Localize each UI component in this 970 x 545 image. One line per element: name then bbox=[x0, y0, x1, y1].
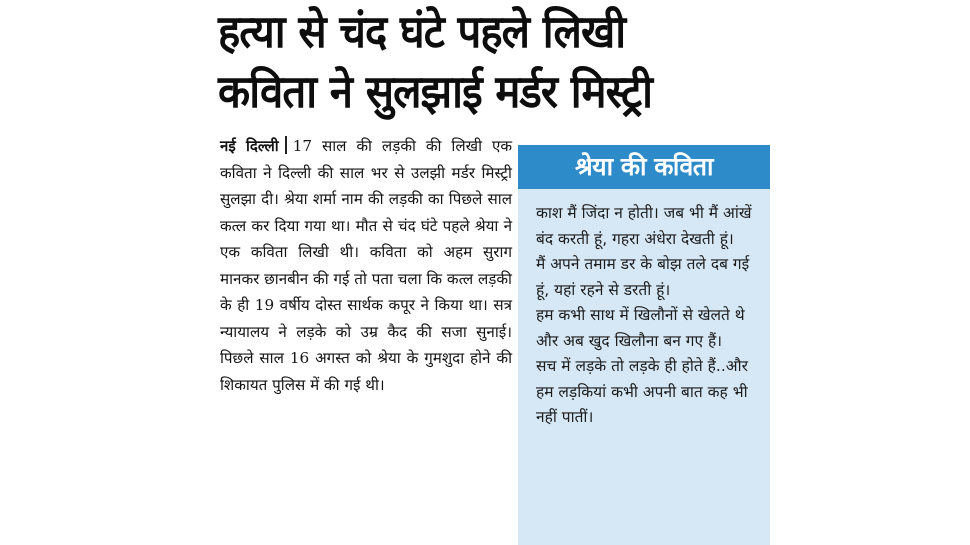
article-body bbox=[220, 133, 512, 398]
poem-text bbox=[518, 189, 770, 431]
poem-stanza-2: मैं अपने तमाम डर के बोझ तले दब गई हूं, यहां रहने से डरती हूं। bbox=[536, 255, 750, 299]
poem-stanza-4: सच में लड़के तो लड़के ही होते हैं..और हम लड़कियां कभी अपनी बात कह भी नहीं पातीं। bbox=[536, 357, 748, 426]
poem-sidebar bbox=[518, 145, 770, 545]
dateline: नई दिल्ली bbox=[220, 137, 279, 155]
poem-stanza-3: हम कभी साथ में खिलौनों से खेलते थे और अब खुद खिलौना बन गए हैं। bbox=[536, 306, 745, 350]
sidebar-title: श्रेया की कविता bbox=[518, 145, 770, 189]
poem-stanza-1: काश मैं जिंदा न होती। जब भी मैं आंखें बंद करती हूं, गहरा अंधेरा देखती हूं। bbox=[536, 204, 752, 248]
dateline-separator bbox=[285, 136, 287, 154]
headline-line-1: हत्या से चंद घंटे पहले लिखी bbox=[218, 5, 626, 58]
headline bbox=[218, 2, 770, 122]
news-clipping bbox=[218, 0, 770, 545]
headline-line-2: कविता ने सुलझाई मर्डर मिस्ट्री bbox=[218, 65, 653, 118]
article-text: 17 साल की लड़की की लिखी एक कविता ने दिल्ली की साल भर से उलझी मर्डर मिस्ट्री सुलझा दी। श्रेया शर्मा नाम की लड़की का पिछले साल कत्ल कर दिया गया था। मौत से चंद घंटे पहले श्रेया ने एक कविता लिखी थी। कविता को अहम सुराग मानकर छानबीन की गई तो पता चला कि कत्ल लड़की के ही 19 वर्षीय दोस्त सार्थक कपूर ने किया था। सत्र न्यायालय ने लड़के को उम्र कैद की सजा सुनाई। पिछले साल 16 अगस्त को श्रेया के गुमशुदा होने की शिकायत पुलिस में की गई थी। bbox=[220, 137, 513, 394]
